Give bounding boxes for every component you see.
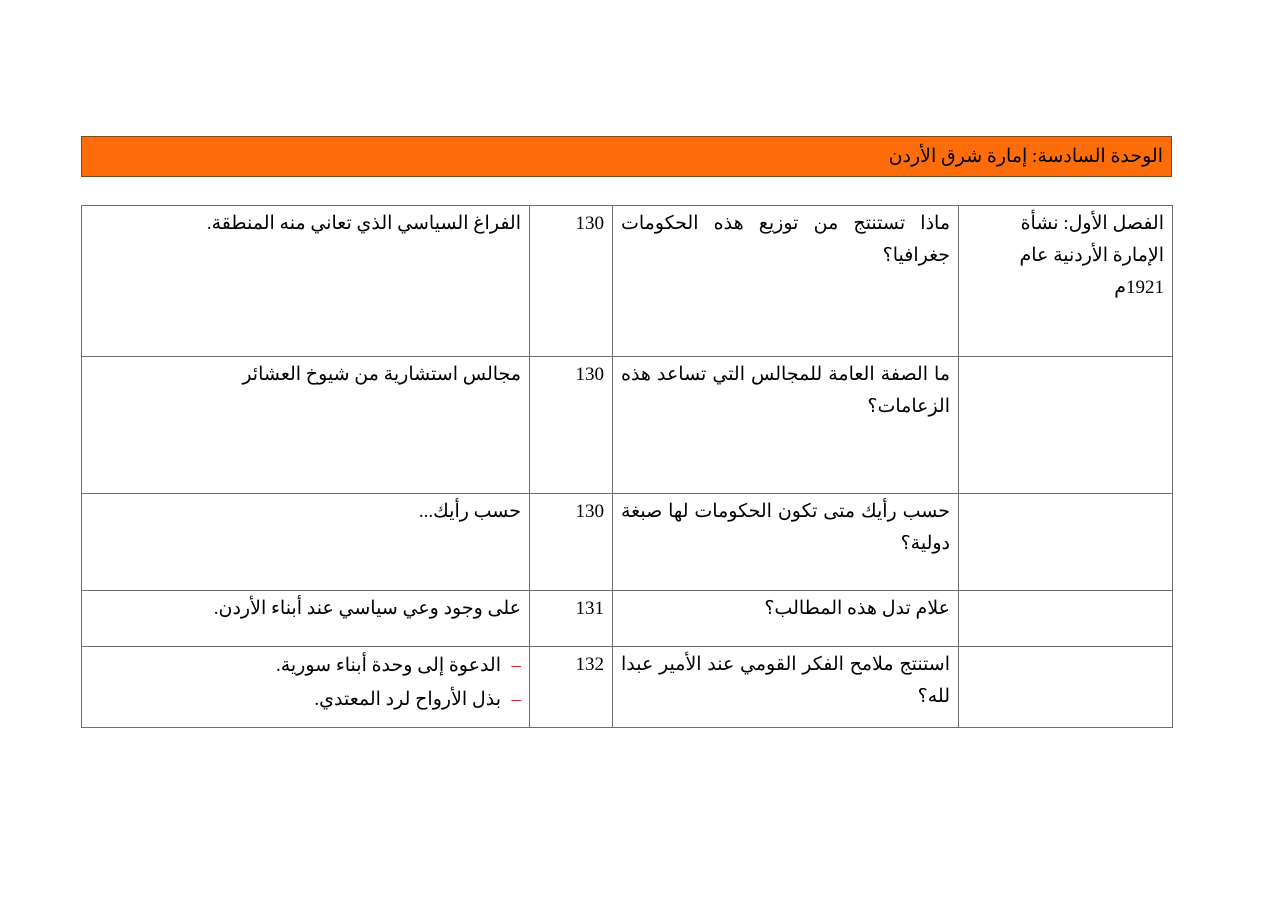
- page-number: 131: [575, 598, 604, 619]
- unit-title: الوحدة السادسة: إمارة شرق الأردن: [888, 146, 1163, 167]
- page-number: 132: [575, 654, 604, 675]
- question-cell: استنتج ملامح الفكر القومي عند الأمير عبدا لله؟: [613, 647, 959, 728]
- answer-cell: حسب رأيك...: [82, 494, 530, 591]
- chapter-cell: [959, 357, 1173, 494]
- page-number: 130: [575, 364, 604, 385]
- unit-title-banner: [81, 136, 1172, 177]
- answer-item-text: الدعوة إلى وحدة أبناء سورية.: [275, 655, 501, 676]
- dash-bullet-icon: –: [511, 689, 521, 710]
- questions-table: [81, 205, 1173, 728]
- list-item: [90, 683, 521, 717]
- table-row: [82, 591, 1173, 647]
- chapter-cell: [959, 647, 1173, 728]
- answer-cell: [82, 647, 530, 728]
- page-number-cell: [530, 494, 613, 591]
- page-number-cell: [530, 591, 613, 647]
- question-cell: ماذا تستنتج من توزيع هذه الحكومات جغرافيا؟: [613, 206, 959, 357]
- list-item: [90, 649, 521, 683]
- chapter-cell: [959, 591, 1173, 647]
- answer-cell: على وجود وعي سياسي عند أبناء الأردن.: [82, 591, 530, 647]
- chapter-cell: [959, 494, 1173, 591]
- answer-list: [90, 649, 521, 717]
- page-number-cell: [530, 647, 613, 728]
- answer-cell: الفراغ السياسي الذي تعاني منه المنطقة.: [82, 206, 530, 357]
- question-cell: علام تدل هذه المطالب؟: [613, 591, 959, 647]
- page-number-cell: [530, 206, 613, 357]
- dash-bullet-icon: –: [511, 655, 521, 676]
- answer-cell: مجالس استشارية من شيوخ العشائر: [82, 357, 530, 494]
- answer-item-text: بذل الأرواح لرد المعتدي.: [314, 689, 501, 710]
- question-cell: حسب رأيك متى تكون الحكومات لها صبغة دولية؟: [613, 494, 959, 591]
- page-number: 130: [575, 213, 604, 234]
- table-row: [82, 494, 1173, 591]
- question-cell: ما الصفة العامة للمجالس التي تساعد هذه الزعامات؟: [613, 357, 959, 494]
- page-number: 130: [575, 501, 604, 522]
- table-row: [82, 357, 1173, 494]
- table-row: [82, 206, 1173, 357]
- page-number-cell: [530, 357, 613, 494]
- table-row: [82, 647, 1173, 728]
- chapter-cell: الفصل الأول: نشأة الإمارة الأردنية عام 1921م: [959, 206, 1173, 357]
